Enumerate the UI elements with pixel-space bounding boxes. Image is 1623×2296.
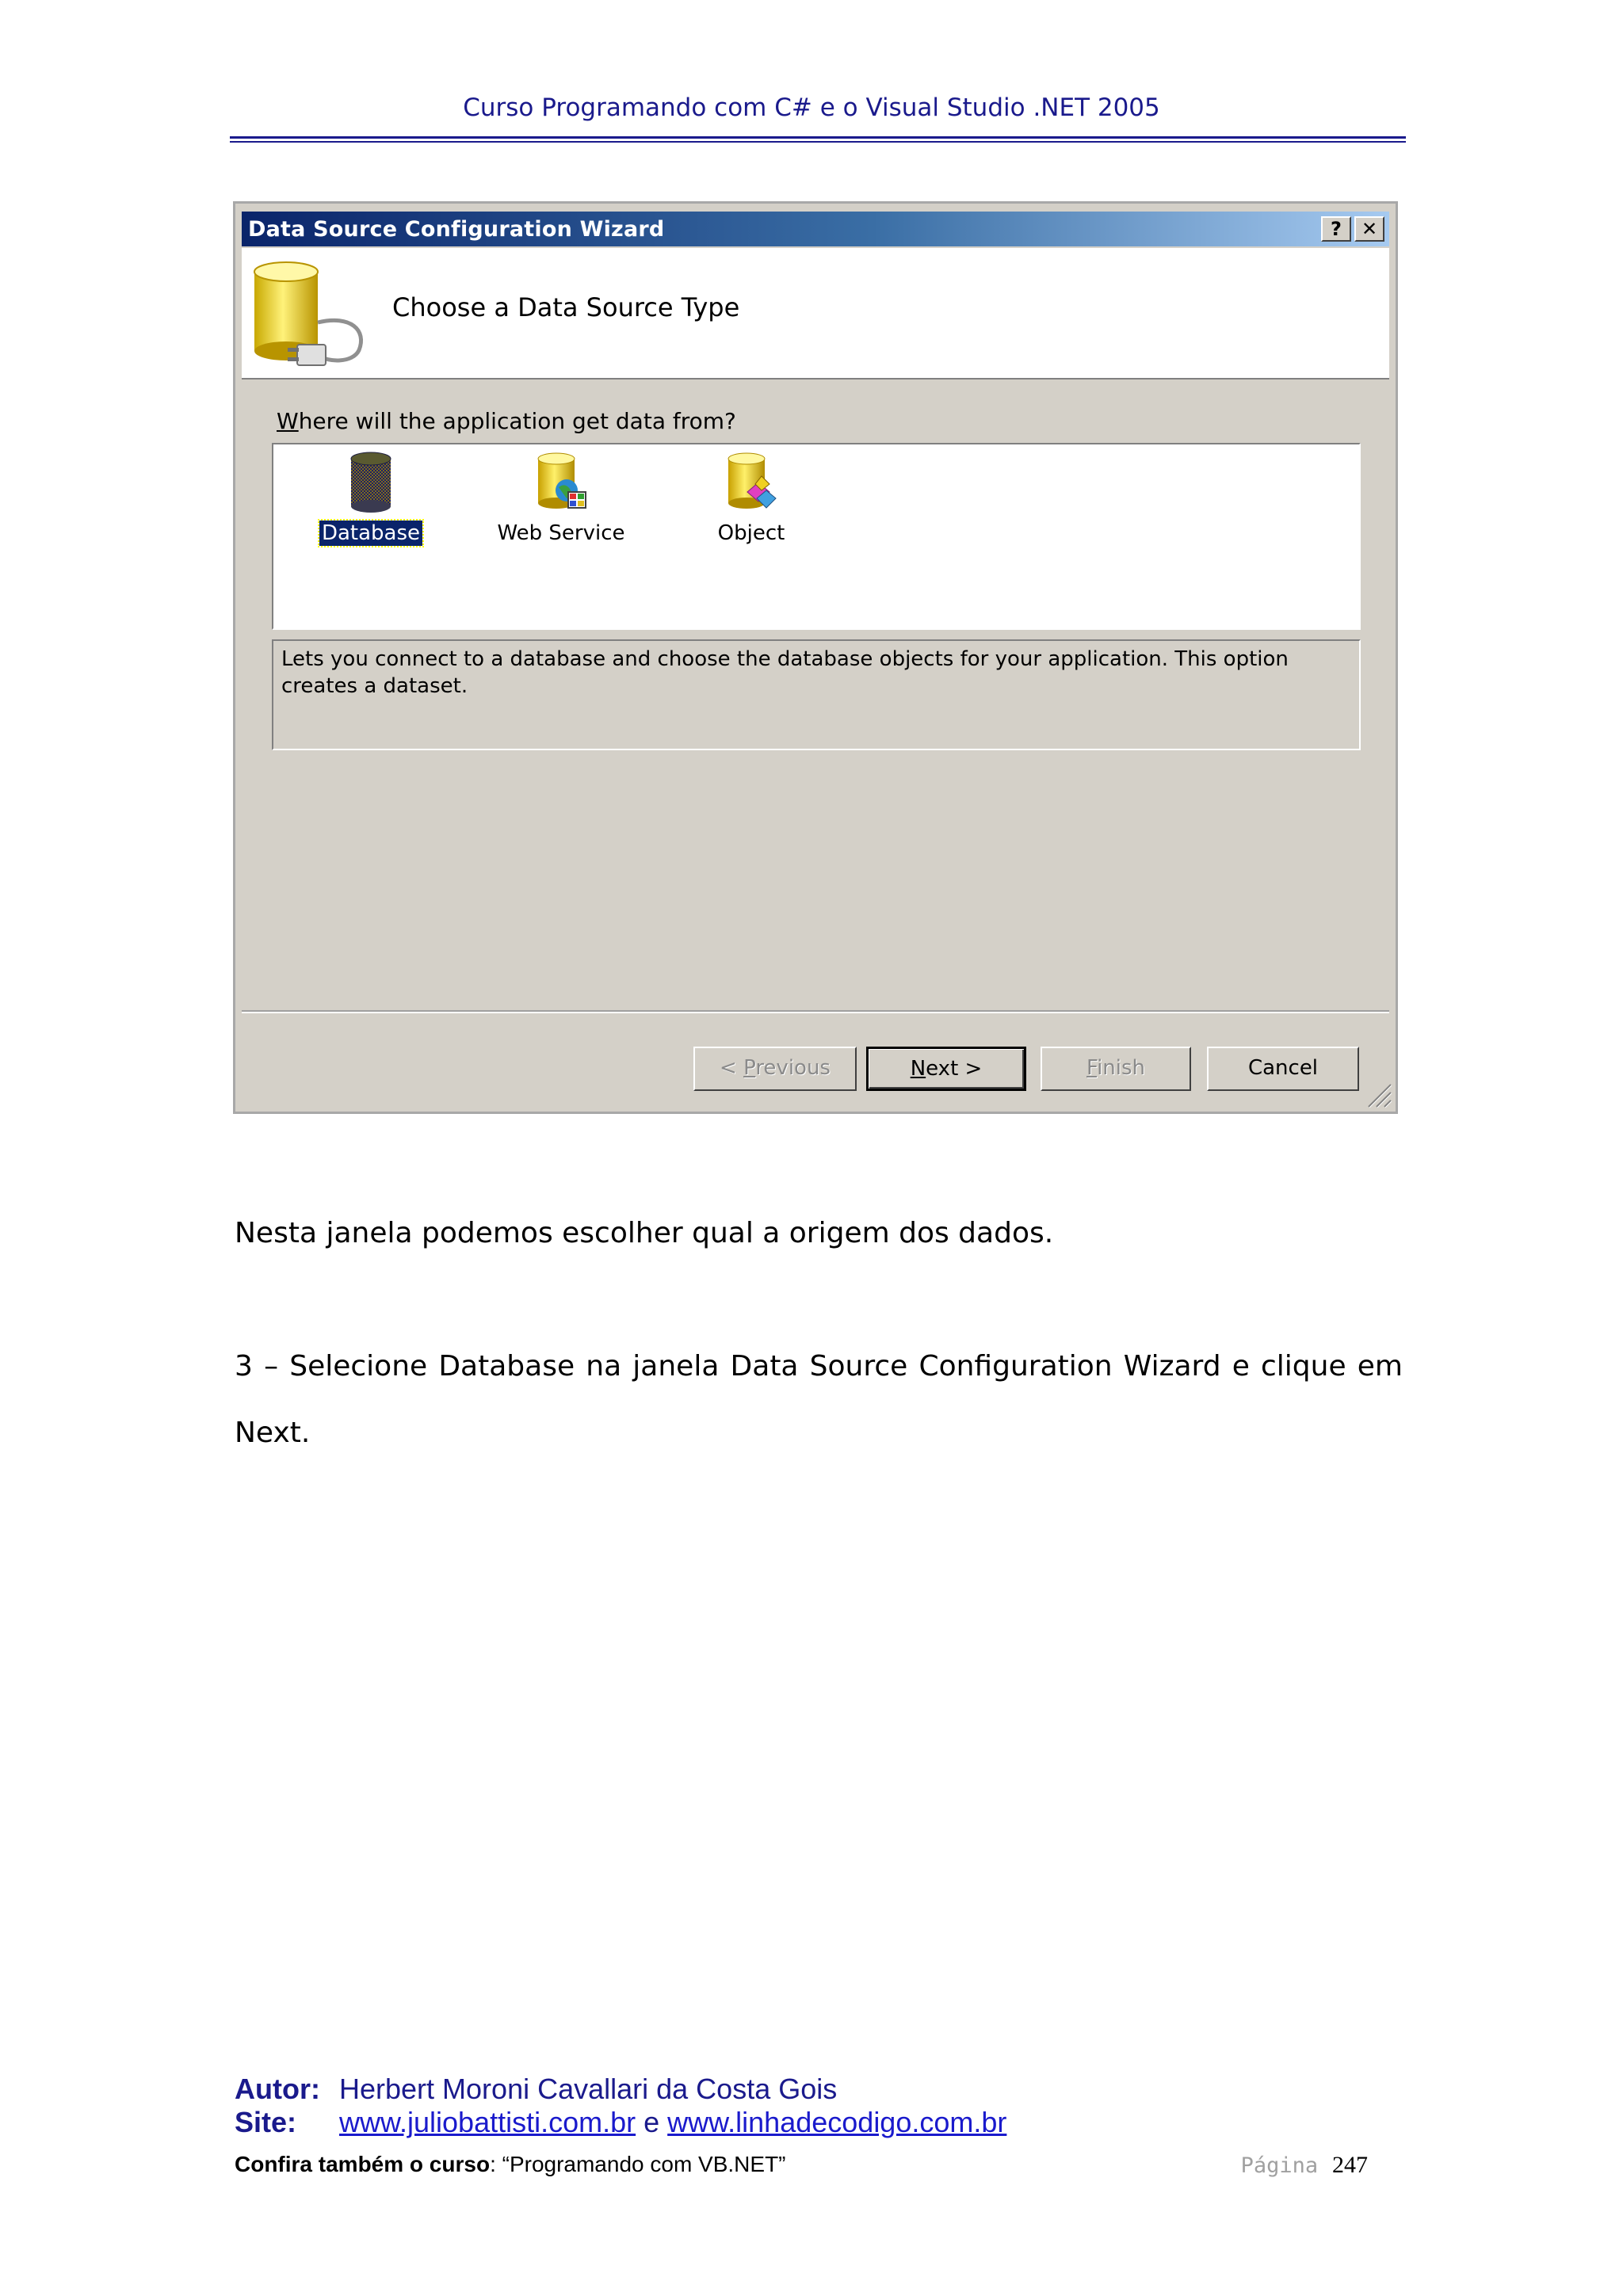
site-link-linhadecodigo[interactable]: www.linhadecodigo.com.br [667, 2106, 1007, 2138]
footer-author [235, 2073, 838, 2106]
step-instruction-line-2: Next. [235, 1417, 311, 1449]
previous-accel-key: P [743, 1056, 756, 1080]
wizard-titlebar [242, 212, 1389, 246]
site-link-juliobattisti[interactable]: www.juliobattisti.com.br [339, 2106, 636, 2138]
footer-also-course [235, 2152, 786, 2177]
database-label: Database [319, 521, 422, 546]
list-item-object[interactable] [684, 451, 819, 546]
close-button[interactable]: ✕ [1354, 216, 1384, 242]
resize-grip-icon[interactable] [1365, 1081, 1392, 1108]
author-label: Autor: [235, 2073, 320, 2105]
wizard-title: Data Source Configuration Wizard [248, 217, 665, 242]
button-area-separator [242, 1010, 1389, 1013]
banner-divider [242, 378, 1389, 379]
also-course-label: Confira também o curso [235, 2152, 491, 2176]
next-button[interactable] [866, 1047, 1026, 1091]
wizard-screenshot [233, 201, 1398, 1114]
object-label: Object [717, 521, 785, 545]
page-number [1241, 2152, 1368, 2179]
data-source-description: Lets you connect to a database and choose the database objects for your application. This option creates a dataset. [272, 639, 1361, 750]
cancel-button[interactable]: Cancel [1207, 1047, 1359, 1091]
next-accel-key: N [910, 1057, 926, 1081]
site-links [339, 2106, 1006, 2139]
footer-site [235, 2106, 1007, 2139]
finish-accel-key: F [1086, 1056, 1098, 1080]
web-service-icon [533, 451, 589, 516]
help-button[interactable]: ? [1321, 216, 1351, 242]
question-accel-key: W [277, 408, 299, 434]
wizard-page-heading: Choose a Data Source Type [392, 292, 740, 322]
page-number-value: 247 [1332, 2152, 1368, 2178]
object-icon [724, 451, 779, 516]
previous-prefix: < [720, 1056, 744, 1080]
data-source-type-list[interactable] [272, 443, 1361, 630]
question-text: here will the application get data from? [298, 408, 736, 434]
step-instruction-line-1: 3 – Selecione Database na janela Data Source Configuration Wizard e clique em [235, 1350, 1403, 1383]
list-item-database[interactable] [304, 451, 438, 546]
also-course-value: : “Programando com VB.NET” [490, 2152, 786, 2176]
site-separator: e [636, 2106, 668, 2138]
web-service-label: Web Service [497, 521, 625, 545]
running-header: Curso Programando com C# e o Visual Studio .NET 2005 [463, 93, 1160, 122]
site-label: Site: [235, 2106, 297, 2138]
previous-label: revious [755, 1056, 831, 1080]
body-paragraph: Nesta janela podemos escolher qual a origem dos dados. [235, 1217, 1054, 1249]
database-icon [343, 451, 399, 516]
data-source-plug-icon [248, 259, 383, 370]
header-rule-thick [230, 136, 1406, 139]
next-label: ext > [926, 1057, 983, 1081]
finish-label: inish [1097, 1056, 1146, 1080]
header-rule-thin [230, 141, 1406, 143]
finish-button[interactable] [1041, 1047, 1191, 1091]
author-name: Herbert Moroni Cavallari da Costa Gois [339, 2073, 838, 2105]
page-label: Página [1240, 2153, 1319, 2178]
data-source-question [277, 408, 736, 434]
previous-button[interactable] [693, 1047, 857, 1091]
list-item-web-service[interactable] [494, 451, 628, 546]
wizard-banner [242, 248, 1389, 378]
